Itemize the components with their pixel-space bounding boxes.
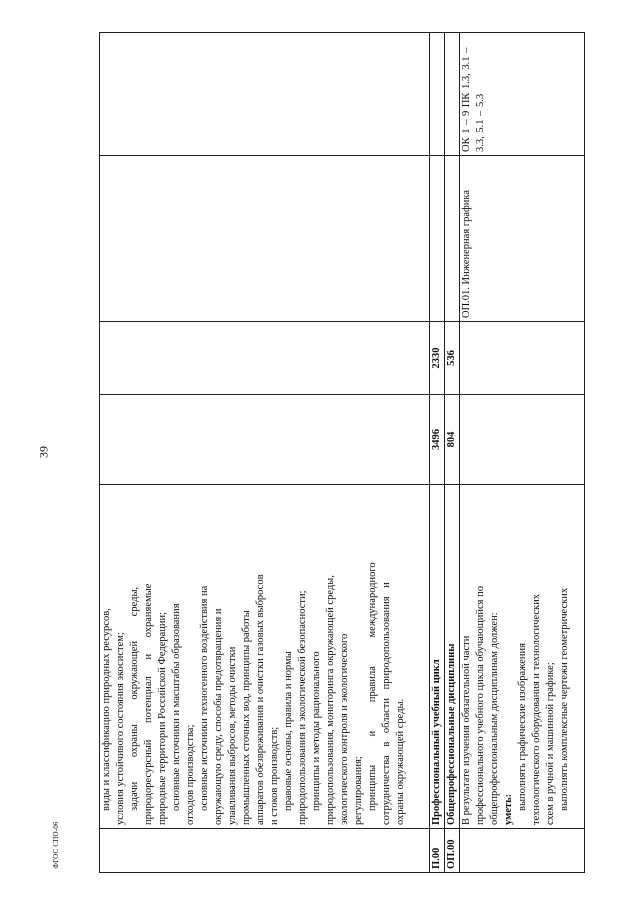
desc-line: схем в ручной и машинной графике; <box>545 662 556 825</box>
cell-max-hours <box>460 395 585 485</box>
desc-line: природные территории Российской Федерации; <box>157 611 168 825</box>
desc-line: аппаратов обезвреживания и очистки газовых выбросов <box>255 574 266 825</box>
desc-line: задачи охраны окружающей среды, <box>129 586 140 811</box>
table-row <box>430 33 445 873</box>
cell-code: ОП.00 <box>445 829 460 873</box>
cell-competencies: ОК 1 – 9 ПК 1.3, 3.1 – 3.3, 5.1 – 5.3 <box>460 33 585 156</box>
cell-max-hours: 804 <box>445 395 460 485</box>
cell-max-hours <box>100 395 430 485</box>
cell-discipline <box>430 156 445 322</box>
desc-line: и стоков производств; <box>269 726 280 825</box>
desc-line: окружающую среду, способы предотвращения и <box>213 608 224 825</box>
rotated-table-wrapper <box>99 33 584 873</box>
desc-line: условия устойчивого состояния экосистем; <box>115 632 126 825</box>
cell-description <box>460 485 585 829</box>
cell-competencies <box>100 33 430 156</box>
table-row <box>100 33 430 873</box>
desc-line: основные источники и масштабы образования <box>171 603 182 811</box>
cell-code: П.00 <box>430 829 445 873</box>
desc-line: регулирования; <box>353 756 364 825</box>
desc-line: В результате изучения обязательной части <box>461 635 472 825</box>
desc-line: профессионального учебного цикла обучающийся по <box>475 586 486 825</box>
desc-line: отходов производства; <box>185 724 196 825</box>
table-row <box>460 33 585 873</box>
desc-line: выполнять комплексные чертежи геометрических <box>559 587 570 811</box>
cell-compulsory-hours <box>100 322 430 395</box>
desc-line: выполнять графические изображения <box>517 643 528 811</box>
desc-line: общепрофессиональным дисциплинам должен: <box>489 612 500 825</box>
desc-line: уметь: <box>503 793 514 825</box>
cell-description <box>100 485 430 829</box>
footer-standard-code: ФГОС СПО-06 <box>52 821 60 869</box>
desc-line: основные источники техногенного воздействия на <box>199 585 210 811</box>
desc-line: сотрудничества в области природопользования и <box>381 582 392 825</box>
cell-description: Общепрофессиональные дисциплины <box>445 485 460 829</box>
curriculum-table <box>99 32 585 873</box>
desc-line: улавливания выбросов, методы очистки <box>227 646 238 825</box>
desc-line: принципы и правила международного <box>367 562 378 811</box>
cell-max-hours: 3496 <box>430 395 445 485</box>
cell-compulsory-hours: 536 <box>445 322 460 395</box>
cell-code <box>100 829 430 873</box>
cell-compulsory-hours: 2330 <box>430 322 445 395</box>
cell-discipline <box>445 156 460 322</box>
desc-line: промышленных сточных вод, принципы работы <box>241 610 252 825</box>
desc-line: технологического оборудования и технологических <box>531 594 542 825</box>
cell-discipline: ОП.01. Инженерная графика <box>460 156 585 322</box>
table-row <box>445 33 460 873</box>
cell-compulsory-hours <box>460 322 585 395</box>
desc-line: охраны окружающей среды. <box>395 698 406 825</box>
desc-line: природоресурсный потенциал и охраняемые <box>143 583 154 825</box>
desc-line: природопользования и экологической безопасности; <box>297 590 308 825</box>
cell-code <box>460 829 585 873</box>
cell-competencies <box>445 33 460 156</box>
cell-competencies <box>430 33 445 156</box>
cell-description: Профессиональный учебный цикл <box>430 485 445 829</box>
desc-line: экологического контроля и экологического <box>339 633 350 825</box>
desc-line: виды и классификацию природных ресурсов, <box>101 608 112 811</box>
desc-line: принципы и методы рационального <box>311 651 322 811</box>
desc-line: правовые основы, правила и нормы <box>283 651 294 811</box>
desc-line: природопользования, мониторинга окружающей среды, <box>325 575 336 825</box>
cell-discipline <box>100 156 430 322</box>
page-number: 39 <box>36 446 51 458</box>
